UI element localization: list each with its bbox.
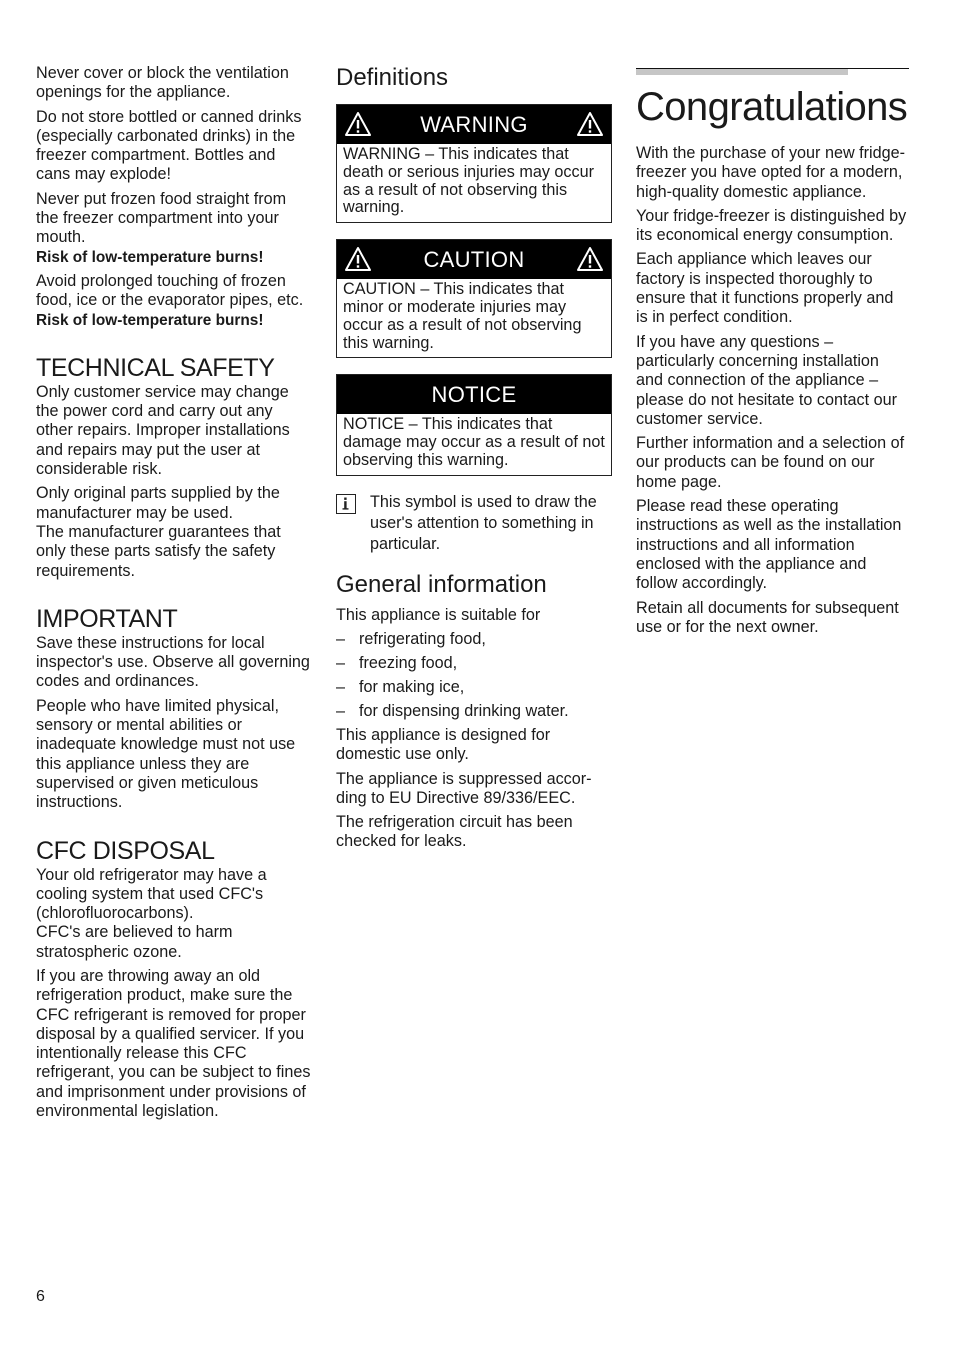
caution-text: CAUTION – This indicates that minor or moderate injuries may occur as a result of not observing this warning.: [343, 280, 582, 352]
column-left: [36, 64, 312, 1126]
paragraph: Your fridge-freezer is distinguished by its economical energy consumption.: [636, 206, 907, 245]
notice-label: NOTICE: [431, 381, 517, 407]
warning-triangle-icon: [576, 111, 604, 137]
page-title: Congratulations: [636, 85, 908, 129]
notice-box: [336, 374, 612, 475]
paragraph: CFC's are believed to harm stratospheric ozone.: [36, 923, 233, 961]
paragraph: People who have limited physical, sensory or mental abilities or inadequate knowledge must not use this appliance unless they are supervised or given meticulous instructions.: [36, 696, 296, 812]
page-number: 6: [36, 1288, 45, 1305]
paragraph: Please read these operating instructions as well as the installation instructions and all information enclosed with the appliance and follow accordingly.: [636, 497, 902, 593]
section-heading-important: IMPORTANT: [36, 604, 178, 633]
warning-triangle-icon: [344, 246, 372, 272]
definitions-heading: Definitions: [336, 64, 449, 91]
list-item: – freezing food,: [336, 654, 458, 673]
info-note: [336, 492, 612, 555]
paragraph: This appliance is suitable for: [336, 605, 541, 624]
warning-triangle-icon: [344, 111, 372, 137]
paragraph: Avoid prolonged touching of frozen food, ice or the evaporator pipes, etc.: [36, 271, 304, 310]
list-item: – refrigerating food,: [336, 630, 486, 649]
paragraph: If you have any questions – particularly concerning installation and connection of the appliance – please do not hesitate to contact our customer service.: [636, 332, 897, 428]
warning-text: WARNING – This indicates that death or serious injuries may occur as a result of not observing this warning.: [343, 145, 595, 217]
info-text: This symbol is used to draw the user's attention to something in particular.: [370, 492, 597, 553]
paragraph: Never cover or block the ventilation openings for the appliance.: [36, 64, 289, 102]
paragraph: Your old refrigerator may have a cooling system that used CFC's (chlorofluorocarbons).: [36, 865, 267, 923]
warning-triangle-icon: [576, 246, 604, 272]
warning-label: WARNING: [420, 111, 528, 137]
notice-text: NOTICE – This indicates that damage may occur as a result of not observing this warning.: [343, 415, 605, 469]
usage-list: [336, 630, 612, 721]
paragraph: This appliance is designed for domestic use only.: [336, 726, 551, 764]
paragraph: Only customer service may change the power cord and carry out any other repairs. Improper installations and repairs may put the user at considerable risk.: [36, 382, 290, 479]
paragraph: Only original parts supplied by the manufacturer may be used.: [36, 484, 280, 522]
caution-box-header: [337, 240, 611, 279]
paragraph: If you are throwing away an old refrigeration product, make sure the CFC refrigerant is removed for proper disposal by a qualified servicer. If you intentionally release this CFC refrigerant, you can be subject to fines and imprisonment under provisions of environmental legislation.: [36, 966, 311, 1121]
paragraph: The manufacturer guarantees that only these parts satisfy the safety requirements.: [36, 522, 281, 580]
caution-box: [336, 239, 612, 358]
paragraph: Each appliance which leaves our factory is inspected thoroughly to ensure that it functions properly and is in perfect condition.: [636, 250, 894, 327]
paragraph: Do not store bottled or canned drinks (especially carbonated drinks) in the freezer compartment. Bottles and cans may explode!: [36, 107, 302, 184]
paragraph: With the purchase of your new fridge-freezer you have opted for a modern, high-quality domestic appliance.: [636, 144, 906, 201]
info-icon: [336, 494, 356, 514]
warning-box: [336, 104, 612, 223]
warning-box-header: [337, 105, 611, 144]
notice-box-header: [337, 375, 611, 414]
column-right: [636, 64, 909, 642]
general-information-heading: General information: [336, 570, 547, 598]
paragraph: Save these instructions for local inspector's use. Observe all governing codes and ordinances.: [36, 633, 310, 691]
paragraph: Retain all documents for subsequent use or for the next owner.: [636, 598, 899, 636]
list-item: – for making ice,: [336, 678, 465, 697]
section-heading-technical-safety: TECHNICAL SAFETY: [36, 353, 275, 382]
column-middle: [336, 64, 612, 857]
paragraph: The appliance is suppressed accor-ding to EU Directive 89/336/EEC.: [336, 769, 592, 807]
paragraph: Never put frozen food straight from the freezer compartment into your mouth.: [36, 189, 287, 247]
paragraph: The refrigeration circuit has been checked for leaks.: [336, 813, 573, 851]
paragraph: Further information and a selection of our products can be found on our home page.: [636, 434, 905, 491]
risk-warning: Risk of low-temperature burns!: [36, 311, 264, 329]
risk-warning: Risk of low-temperature burns!: [36, 248, 264, 266]
section-heading-cfc-disposal: CFC DISPOSAL: [36, 836, 215, 865]
title-rule: [636, 68, 909, 76]
caution-label: CAUTION: [423, 246, 525, 272]
list-item: – for dispensing drinking water.: [336, 702, 569, 721]
